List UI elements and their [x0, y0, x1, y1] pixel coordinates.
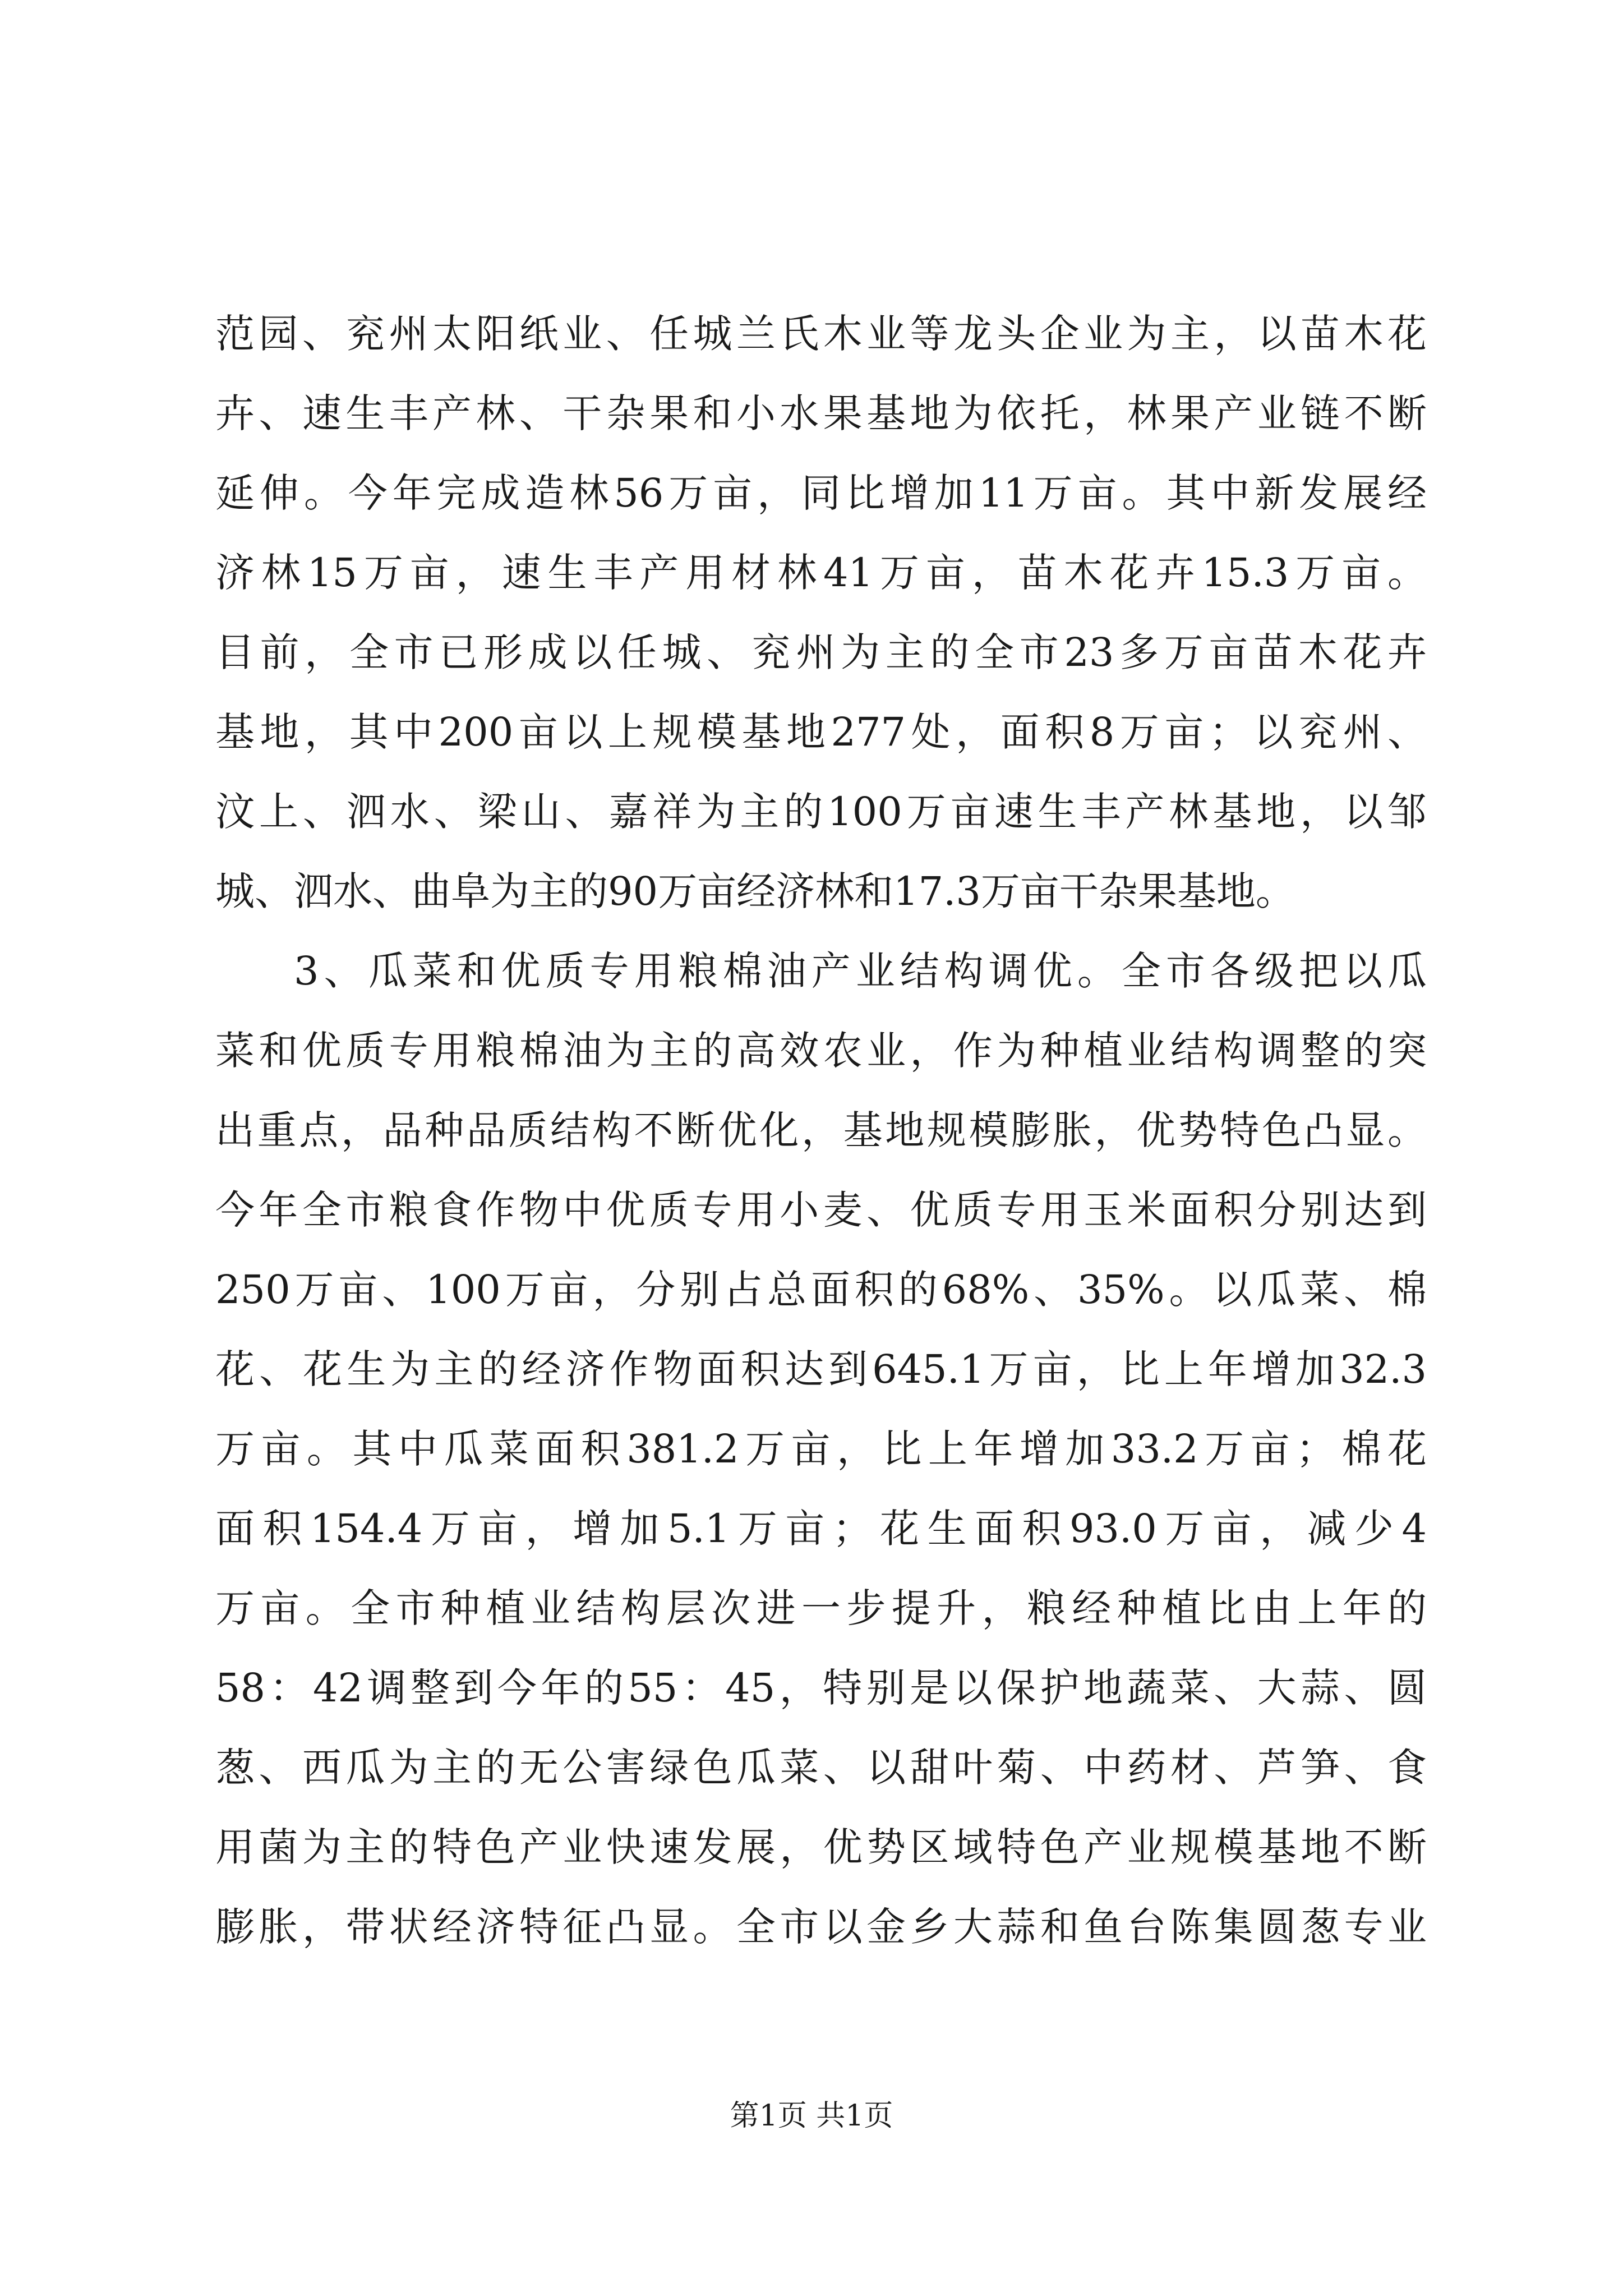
body-text [215, 294, 1427, 1967]
text-line: 葱、西瓜为主的无公害绿色瓜菜、以甜叶菊、中药材、芦笋、食 [215, 1745, 1427, 1791]
page-footer [0, 2099, 1623, 2133]
text-line: 济林15万亩，速生丰产用材林41万亩，苗木花卉15.3万亩。 [215, 550, 1427, 596]
text-line: 用菌为主的特色产业快速发展，优势区域特色产业规模基地不断 [215, 1824, 1427, 1870]
text-line: 出重点，品种品质结构不断优化，基地规模膨胀，优势特色凸显。 [215, 1107, 1427, 1153]
page-number-label: 第1页 共1页 [730, 2099, 893, 2133]
text-line: 万亩。全市种植业结构层次进一步提升，粮经种植比由上年的 [215, 1585, 1427, 1631]
text-line: 延伸。今年完成造林56万亩，同比增加11万亩。其中新发展经 [215, 470, 1427, 516]
text-line: 3、瓜菜和优质专用粮棉油产业结构调优。全市各级把以瓜 [294, 948, 1427, 994]
text-line: 卉、速生丰产林、干杂果和小水果基地为依托，林果产业链不断 [215, 390, 1427, 436]
text-line: 250万亩、100万亩，分别占总面积的68%、35%。以瓜菜、棉 [215, 1267, 1427, 1313]
text-line: 汶上、泗水、梁山、嘉祥为主的100万亩速生丰产林基地，以邹 [215, 789, 1427, 835]
text-line: 基地，其中200亩以上规模基地277处，面积8万亩；以兖州、 [215, 709, 1427, 755]
text-line: 城、泗水、曲阜为主的90万亩经济林和17.3万亩干杂果基地。 [215, 868, 1295, 914]
text-line: 花、花生为主的经济作物面积达到645.1万亩，比上年增加32.3 [215, 1346, 1427, 1392]
text-line: 范园、兖州太阳纸业、任城兰氏木业等龙头企业为主，以苗木花 [215, 311, 1427, 357]
text-line: 万亩。其中瓜菜面积381.2万亩，比上年增加33.2万亩；棉花 [215, 1426, 1427, 1472]
text-line: 面积154.4万亩，增加5.1万亩；花生面积93.0万亩，减少4 [215, 1506, 1427, 1552]
text-line: 今年全市粮食作物中优质专用小麦、优质专用玉米面积分别达到 [215, 1187, 1427, 1233]
text-line: 菜和优质专用粮棉油为主的高效农业，作为种植业结构调整的突 [215, 1028, 1427, 1074]
text-line: 目前，全市已形成以任城、兖州为主的全市23多万亩苗木花卉 [215, 629, 1427, 675]
text-line: 58：42调整到今年的55：45，特别是以保护地蔬菜、大蒜、圆 [215, 1665, 1427, 1711]
text-line: 膨胀，带状经济特征凸显。全市以金乡大蒜和鱼台陈集圆葱专业 [215, 1904, 1427, 1950]
